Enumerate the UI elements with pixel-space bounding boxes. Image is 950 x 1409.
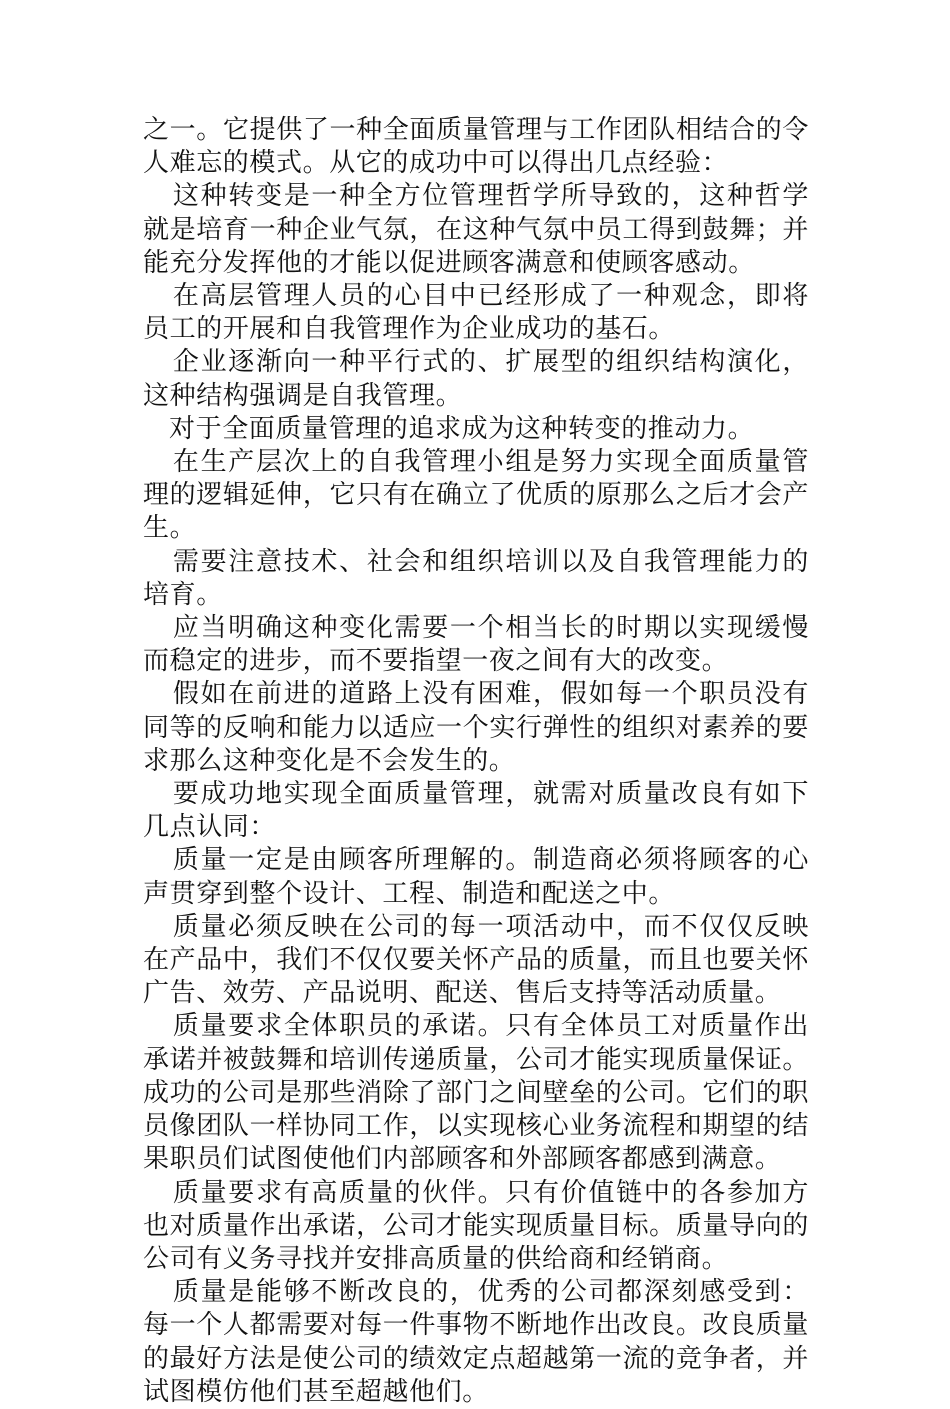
paragraph-2: 这种转变是一种全方位管理哲学所导致的，这种哲学就是培育一种企业气氛，在这种气氛中员工得到鼓舞；并能充分发挥他的才能以促进顾客满意和使顾客感动。: [143, 181, 809, 278]
paragraph-7: 需要注意技术、社会和组织培训以及自我管理能力的培育。: [143, 546, 809, 610]
paragraph-12: 质量必须反映在公司的每一项活动中，而不仅仅反映在产品中，我们不仅仅要关怀产品的质量，而且也要关怀广告、效劳、产品说明、配送、售后支持等活动质量。: [143, 911, 809, 1009]
paragraph-14: 质量要求有高质量的伙伴。只有价值链中的各参加方也对质量作出承诺，公司才能实现质量目标。质量导向的公司有义务寻找并安排高质量的供给商和经销商。: [143, 1177, 809, 1274]
paragraph-15: 质量是能够不断改良的，优秀的公司都深刻感受到：每一个人都需要对每一件事物不断地作出改良。改良质量的最好方法是使公司的绩效定点超越第一流的竞争者，并试图模仿他们甚至超越他们。: [143, 1277, 809, 1407]
paragraph-1: 之一。它提供了一种全面质量管理与工作团队相结合的令人难忘的模式。从它的成功中可以得出几点经验：: [143, 115, 809, 179]
document-body: [143, 114, 809, 1409]
paragraph-5: 对于全面质量管理的追求成为这种转变的推动力。: [169, 413, 755, 444]
paragraph-11: 质量一定是由顾客所理解的。制造商必须将顾客的心声贯穿到整个设计、工程、制造和配送之中。: [143, 845, 809, 909]
paragraph-9: 假如在前进的道路上没有困难，假如每一个职员没有同等的反响和能力以适应一个实行弹性的组织对素养的要求那么这种变化是不会发生的。: [143, 679, 809, 776]
paragraph-6: 在生产层次上的自我管理小组是努力实现全面质量管理的逻辑延伸，它只有在确立了优质的原那么之后才会产生。: [143, 447, 809, 544]
paragraph-10: 要成功地实现全面质量管理，就需对质量改良有如下几点认同：: [143, 779, 809, 843]
paragraph-8: 应当明确这种变化需要一个相当长的时期以实现缓慢而稳定的进步，而不要指望一夜之间有大的改变。: [143, 613, 809, 677]
paragraph-3: 在高层管理人员的心目中已经形成了一种观念，即将员工的开展和自我管理作为企业成功的基石。: [143, 281, 809, 345]
paragraph-13: 质量要求全体职员的承诺。只有全体员工对质量作出承诺并被鼓舞和培训传递质量，公司才能实现质量保证。成功的公司是那些消除了部门之间壁垒的公司。它们的职员像团队一样协同工作，以实现核心业务流程和期望的结果职员们试图使他们内部顾客和外部顾客都感到满意。: [143, 1011, 809, 1175]
paragraph-4: 企业逐渐向一种平行式的、扩展型的组织结构演化，这种结构强调是自我管理。: [143, 347, 809, 411]
